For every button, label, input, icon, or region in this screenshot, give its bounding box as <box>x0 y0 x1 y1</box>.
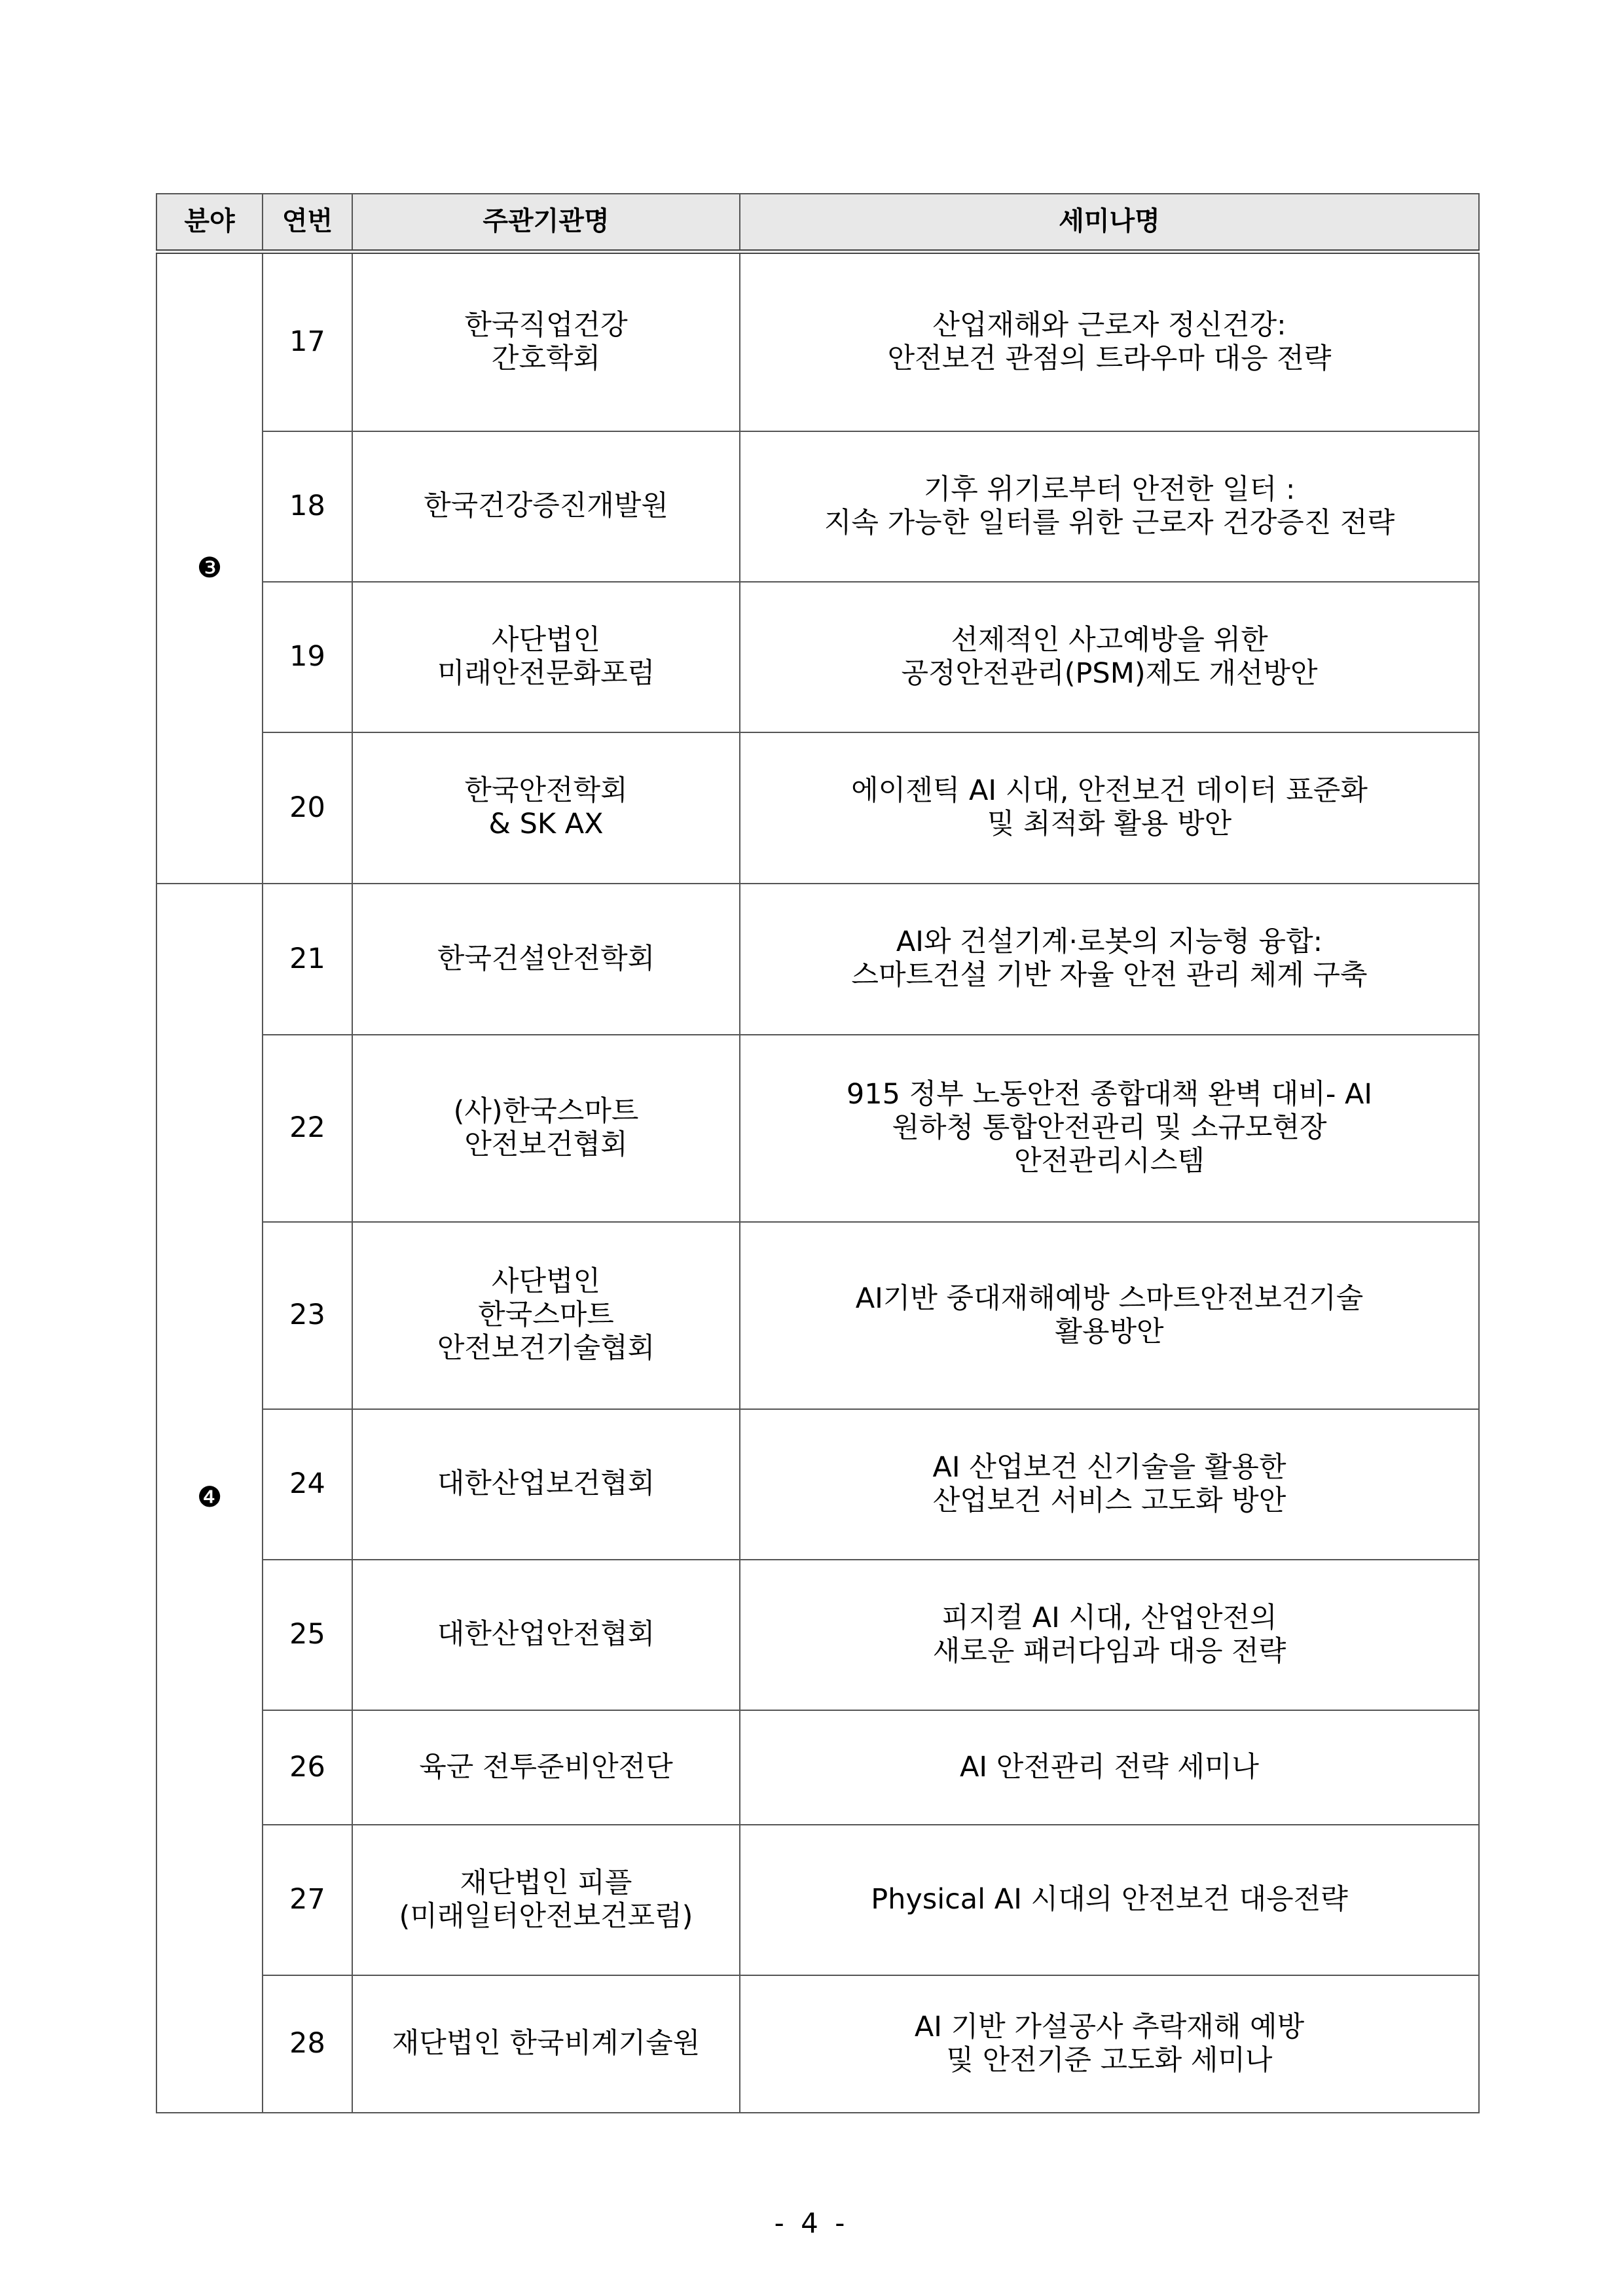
organizer-line: 사단법인 <box>491 623 601 656</box>
table-row <box>156 1035 1479 1222</box>
seminar-cell <box>740 1560 1479 1710</box>
seminar-cell <box>740 431 1479 582</box>
row-number: 27 <box>263 1825 352 1975</box>
table-row <box>156 1825 1479 1975</box>
page-number: - 4 - <box>774 2207 849 2239</box>
row-number: 24 <box>263 1409 352 1560</box>
seminar-line: AI기반 중대재해예방 스마트안전보건기술 <box>855 1282 1364 1315</box>
seminar-line: 및 안전기준 고도화 세미나 <box>946 2043 1273 2077</box>
row-number: 23 <box>263 1222 352 1409</box>
seminar-line: 및 최적화 활용 방안 <box>987 808 1232 840</box>
seminar-cell <box>740 884 1479 1035</box>
row-number: 21 <box>263 884 352 1035</box>
seminar-line: 안전보건 관점의 트라우마 대응 전략 <box>887 342 1332 375</box>
organizer-cell <box>352 732 740 884</box>
seminar-cell <box>740 1222 1479 1409</box>
organizer-line: 대한산업안전협회 <box>437 1618 655 1651</box>
seminar-line: 공정안전관리(PSM)제도 개선방안 <box>901 656 1318 690</box>
organizer-line: 육군 전투준비안전단 <box>419 1750 673 1784</box>
organizer-cell <box>352 1222 740 1409</box>
seminar-line: 기후 위기로부터 안전한 일터 : <box>923 473 1296 506</box>
seminar-line: AI 기반 가설공사 추락재해 예방 <box>914 2010 1305 2043</box>
seminar-cell <box>740 1035 1479 1222</box>
organizer-cell <box>352 582 740 732</box>
organizer-line: 사단법인 <box>491 1265 601 1299</box>
organizer-line: 대한산업보건협회 <box>437 1467 655 1501</box>
seminar-line: AI 안전관리 전략 세미나 <box>960 1750 1259 1784</box>
row-number: 25 <box>263 1560 352 1710</box>
table-row <box>156 252 1479 431</box>
header-organizer: 주관기관명 <box>352 194 740 252</box>
organizer-line: 안전보건협회 <box>464 1128 628 1161</box>
table-row <box>156 884 1479 1035</box>
seminar-line: 산업재해와 근로자 정신건강: <box>932 309 1286 342</box>
seminar-line: 지속 가능한 일터를 위한 근로자 건강증진 전략 <box>824 506 1395 539</box>
organizer-line: 안전보건기술협회 <box>437 1331 655 1365</box>
seminar-cell <box>740 1710 1479 1825</box>
group-label: ❸ <box>156 252 263 884</box>
seminar-table <box>156 193 1480 2113</box>
row-number: 17 <box>263 252 352 431</box>
organizer-line: 미래안전문화포럼 <box>437 656 655 690</box>
organizer-line: & SK AX <box>488 808 604 840</box>
organizer-cell <box>352 1560 740 1710</box>
organizer-cell <box>352 252 740 431</box>
header-row <box>156 194 1479 252</box>
seminar-line: 활용방안 <box>1055 1315 1164 1348</box>
table-row <box>156 1710 1479 1825</box>
organizer-line: 한국스마트 <box>478 1299 614 1332</box>
header-number: 연번 <box>263 194 352 252</box>
organizer-line: 간호학회 <box>491 342 601 375</box>
seminar-cell <box>740 732 1479 884</box>
row-number: 26 <box>263 1710 352 1825</box>
seminar-line: 에이젠틱 AI 시대, 안전보건 데이터 표준화 <box>851 774 1368 808</box>
seminar-line: 스마트건설 기반 자율 안전 관리 체계 구축 <box>851 959 1368 992</box>
organizer-line: 한국건설안전학회 <box>437 942 655 975</box>
organizer-cell <box>352 1825 740 1975</box>
organizer-cell <box>352 1409 740 1560</box>
table-row <box>156 1560 1479 1710</box>
organizer-line: (사)한국스마트 <box>453 1094 639 1128</box>
table-row <box>156 1409 1479 1560</box>
row-number: 28 <box>263 1975 352 2113</box>
organizer-cell <box>352 884 740 1035</box>
row-number: 22 <box>263 1035 352 1222</box>
seminar-line: 915 정부 노동안전 종합대책 완벽 대비- AI <box>846 1078 1373 1111</box>
header-field: 분야 <box>156 194 263 252</box>
organizer-line: 재단법인 피플 <box>460 1866 632 1899</box>
seminar-line: 안전관리시스템 <box>1014 1144 1205 1177</box>
organizer-line: 한국직업건강 <box>464 309 628 342</box>
organizer-cell <box>352 1975 740 2113</box>
seminar-line: 원하청 통합안전관리 및 소규모현장 <box>892 1111 1327 1145</box>
organizer-line: 한국안전학회 <box>464 774 628 808</box>
organizer-cell <box>352 1035 740 1222</box>
row-number: 18 <box>263 431 352 582</box>
seminar-cell <box>740 252 1479 431</box>
seminar-line: AI와 건설기계·로봇의 지능형 융합: <box>896 925 1323 959</box>
organizer-cell <box>352 431 740 582</box>
seminar-cell <box>740 1409 1479 1560</box>
table-row <box>156 582 1479 732</box>
seminar-line: AI 산업보건 신기술을 활용한 <box>932 1450 1286 1484</box>
seminar-cell <box>740 1825 1479 1975</box>
organizer-cell <box>352 1710 740 1825</box>
group-label: ❹ <box>156 884 263 2113</box>
organizer-line: 한국건강증진개발원 <box>424 490 668 523</box>
table-row <box>156 1975 1479 2113</box>
seminar-line: 새로운 패러다임과 대응 전략 <box>932 1634 1286 1668</box>
seminar-line: 산업보건 서비스 고도화 방안 <box>932 1484 1286 1517</box>
seminar-line: Physical AI 시대의 안전보건 대응전략 <box>871 1883 1348 1916</box>
table-row <box>156 1222 1479 1409</box>
organizer-line: (미래일터안전보건포럼) <box>399 1899 693 1933</box>
seminar-cell <box>740 1975 1479 2113</box>
seminar-line: 선제적인 사고예방을 위한 <box>951 623 1268 656</box>
organizer-line: 재단법인 한국비계기술원 <box>392 2027 701 2060</box>
header-seminar: 세미나명 <box>740 194 1479 252</box>
seminar-cell <box>740 582 1479 732</box>
seminar-line: 피지컬 AI 시대, 산업안전의 <box>941 1601 1277 1634</box>
table-row <box>156 732 1479 884</box>
row-number: 19 <box>263 582 352 732</box>
row-number: 20 <box>263 732 352 884</box>
table-row <box>156 431 1479 582</box>
